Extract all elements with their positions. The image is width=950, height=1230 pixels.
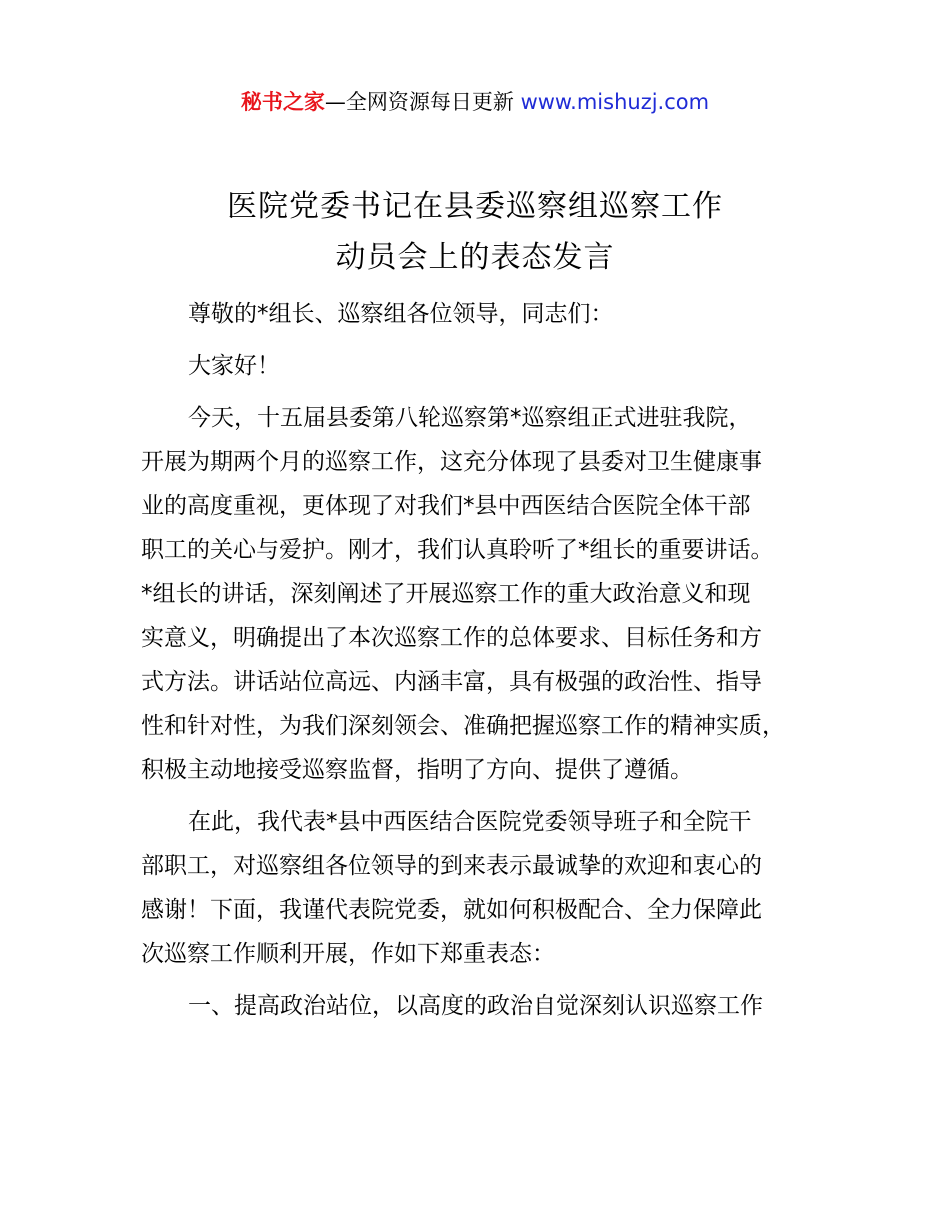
paragraph-1-line: 性和针对性，为我们深刻领会、准确把握巡察工作的精神实质，	[141, 713, 785, 739]
paragraph-1-line: 职工的关心与爱护。刚才，我们认真聆听了*组长的重要讲话。	[141, 537, 774, 563]
paragraph-2-line: 次巡察工作顺利开展，作如下郑重表态：	[141, 941, 555, 967]
document-title-line-2: 动员会上的表态发言	[335, 240, 615, 275]
paragraph-1-line: 业的高度重视，更体现了对我们*县中西医结合医院全体干部	[141, 493, 751, 519]
greeting: 大家好！	[188, 353, 280, 379]
section-heading-1: 一、提高政治站位，以高度的政治自觉深刻认识巡察工作	[188, 993, 763, 1019]
paragraph-2-line: 感谢！下面，我谨代表院党委，就如何积极配合、全力保障此	[141, 897, 762, 923]
paragraph-1-line: 式方法。讲话站位高远、内涵丰富，具有极强的政治性、指导	[141, 669, 762, 695]
paragraph-1-line: *组长的讲话，深刻阐述了开展巡察工作的重大政治意义和现	[141, 581, 751, 607]
paragraph-2-line: 在此，我代表*县中西医结合医院党委领导班子和全院干	[188, 809, 752, 835]
paragraph-1-line: 今天，十五届县委第八轮巡察第*巡察组正式进驻我院，	[188, 405, 752, 431]
paragraph-1-line: 积极主动地接受巡察监督，指明了方向、提供了遵循。	[141, 757, 693, 783]
site-header	[0, 88, 950, 116]
paragraph-1-line: 开展为期两个月的巡察工作，这充分体现了县委对卫生健康事	[141, 449, 762, 475]
document-title-line-1: 医院党委书记在县委巡察组巡察工作	[227, 189, 723, 224]
brand-name: 秘书之家	[240, 90, 325, 114]
salutation: 尊敬的*组长、巡察组各位领导，同志们：	[188, 301, 614, 327]
paragraph-2-line: 部职工，对巡察组各位领导的到来表示最诚挚的欢迎和衷心的	[141, 853, 762, 879]
site-url-link[interactable]: www.mishuzj.com	[520, 90, 710, 114]
paragraph-1-line: 实意义，明确提出了本次巡察工作的总体要求、目标任务和方	[141, 625, 762, 651]
header-tagline: —全网资源每日更新	[324, 90, 521, 114]
